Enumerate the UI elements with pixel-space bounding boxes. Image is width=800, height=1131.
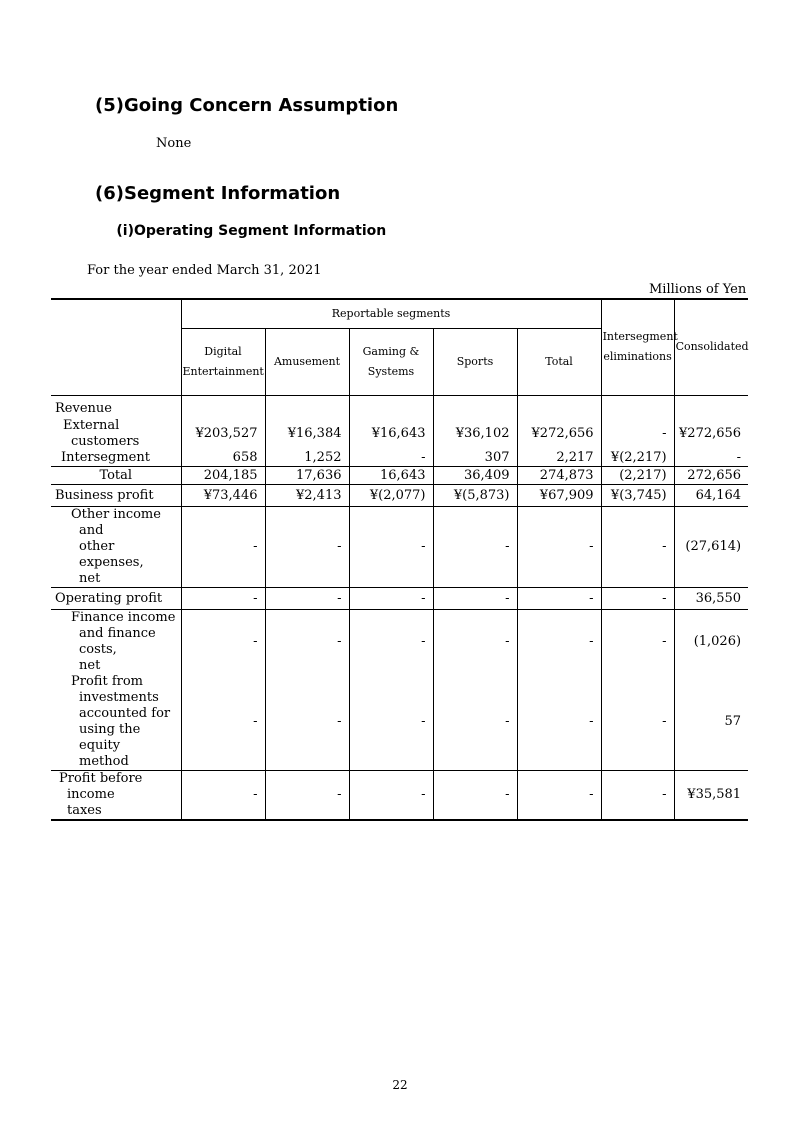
table-cell: 307 <box>433 450 517 467</box>
table-cell: - <box>433 674 517 771</box>
table-cell: ¥272,656 <box>674 417 748 450</box>
table-row-revenue <box>51 395 748 417</box>
subsection-heading-operating-segment: (i)Operating Segment Information <box>116 223 387 239</box>
consolidated-header: Consolidated <box>674 299 748 395</box>
table-cell: (1,026) <box>674 610 748 675</box>
table-cell: ¥203,527 <box>181 417 265 450</box>
gaming-systems-header: Gaming & Systems <box>349 328 433 395</box>
table-cell: 16,643 <box>349 467 433 485</box>
table-cell: ¥67,909 <box>517 485 601 507</box>
table-cell-label: Profit before income taxes <box>51 771 181 821</box>
table-row-business-profit <box>51 485 748 507</box>
table-cell: 17,636 <box>265 467 349 485</box>
table-cell: ¥35,581 <box>674 771 748 821</box>
table-cell: - <box>674 450 748 467</box>
table-cell: - <box>265 610 349 675</box>
table-cell: 57 <box>674 674 748 771</box>
table-cell: - <box>349 450 433 467</box>
table-cell-label <box>349 395 433 417</box>
table-cell-label: Profit from investments accounted for using the equity method <box>71 674 171 769</box>
table-cell-label <box>181 395 265 417</box>
page-number: 22 <box>392 1078 408 1092</box>
table-cell: ¥16,384 <box>265 417 349 450</box>
section-heading-segment-information: (6)Segment Information <box>95 183 341 204</box>
table-cell: ¥(2,217) <box>601 450 674 467</box>
table-cell: ¥2,413 <box>265 485 349 507</box>
table-cell: - <box>517 588 601 610</box>
table-cell: ¥(2,077) <box>349 485 433 507</box>
table-cell: - <box>181 674 265 771</box>
table-cell: - <box>265 507 349 588</box>
table-cell: - <box>349 588 433 610</box>
table-cell: - <box>601 610 674 675</box>
table-row-external-customers <box>51 417 748 450</box>
digital-entertainment-header: Digital Entertainment <box>181 328 265 395</box>
intersegment-eliminations-header: Intersegment eliminations <box>601 299 674 395</box>
table-cell-label: Other income and other expenses, net <box>51 507 181 588</box>
table-cell-label <box>517 395 601 417</box>
period-label: For the year ended March 31, 2021 <box>87 263 322 278</box>
table-cell: - <box>433 771 517 821</box>
table-cell: 658 <box>181 450 265 467</box>
table-cell: - <box>181 588 265 610</box>
table-cell: - <box>601 771 674 821</box>
table-row-total <box>51 467 748 485</box>
table-cell: 64,164 <box>674 485 748 507</box>
table-cell-label <box>433 395 517 417</box>
table-cell-label: Finance income and finance costs, net <box>51 610 181 675</box>
table-cell: - <box>601 507 674 588</box>
table-cell: ¥272,656 <box>517 417 601 450</box>
table-cell: - <box>601 674 674 771</box>
total-header: Total <box>517 328 601 395</box>
table-cell-label: Total <box>51 467 181 485</box>
table-cell-label: Intersegment <box>61 450 150 465</box>
table-cell: - <box>181 507 265 588</box>
table-cell-label <box>265 395 349 417</box>
table-cell: ¥36,102 <box>433 417 517 450</box>
table-cell: - <box>601 588 674 610</box>
table-cell: - <box>517 507 601 588</box>
table-cell-label <box>601 395 674 417</box>
table-cell: - <box>265 588 349 610</box>
table-cell: 2,217 <box>517 450 601 467</box>
table-cell: (27,614) <box>674 507 748 588</box>
table-row-profit-before-taxes <box>51 771 748 821</box>
table-cell: - <box>433 507 517 588</box>
table-cell: - <box>349 771 433 821</box>
table-cell: ¥16,643 <box>349 417 433 450</box>
table-cell: - <box>517 610 601 675</box>
table-row-operating-profit <box>51 588 748 610</box>
amusement-header: Amusement <box>265 328 349 395</box>
unit-label: Millions of Yen <box>649 282 747 297</box>
table-cell: - <box>433 588 517 610</box>
header-blank <box>51 299 181 395</box>
table-row-intersegment <box>51 450 748 467</box>
table-cell-label: Operating profit <box>51 588 181 610</box>
table-cell: ¥(3,745) <box>601 485 674 507</box>
table-cell: - <box>601 417 674 450</box>
table-cell: ¥73,446 <box>181 485 265 507</box>
table-cell: 36,550 <box>674 588 748 610</box>
table-cell-label <box>674 395 748 417</box>
table-cell: 272,656 <box>674 467 748 485</box>
table-cell: - <box>181 610 265 675</box>
table-header-row <box>51 299 748 328</box>
table-cell: - <box>517 674 601 771</box>
table-cell: 36,409 <box>433 467 517 485</box>
table-cell: - <box>349 674 433 771</box>
table-cell: - <box>349 610 433 675</box>
table-cell-label: Revenue <box>51 395 181 417</box>
table-cell: (2,217) <box>601 467 674 485</box>
table-cell: - <box>181 771 265 821</box>
going-concern-body: None <box>156 136 192 151</box>
table-cell: - <box>265 674 349 771</box>
table-cell-label: Business profit <box>51 485 181 507</box>
table-cell-label: External customers <box>63 417 140 449</box>
table-cell: ¥(5,873) <box>433 485 517 507</box>
table-cell: - <box>265 771 349 821</box>
table-cell: 204,185 <box>181 467 265 485</box>
table-row-finance <box>51 610 748 675</box>
table-row-other-income <box>51 507 748 588</box>
sports-header: Sports <box>433 328 517 395</box>
reportable-segments-header: Reportable segments <box>181 299 601 328</box>
table-cell: 274,873 <box>517 467 601 485</box>
table-cell: - <box>349 507 433 588</box>
table-cell: - <box>433 610 517 675</box>
table-cell: 1,252 <box>265 450 349 467</box>
segment-table <box>51 298 748 821</box>
table-row-equity-method <box>51 674 748 771</box>
section-heading-going-concern: (5)Going Concern Assumption <box>95 95 399 116</box>
table-cell: - <box>517 771 601 821</box>
